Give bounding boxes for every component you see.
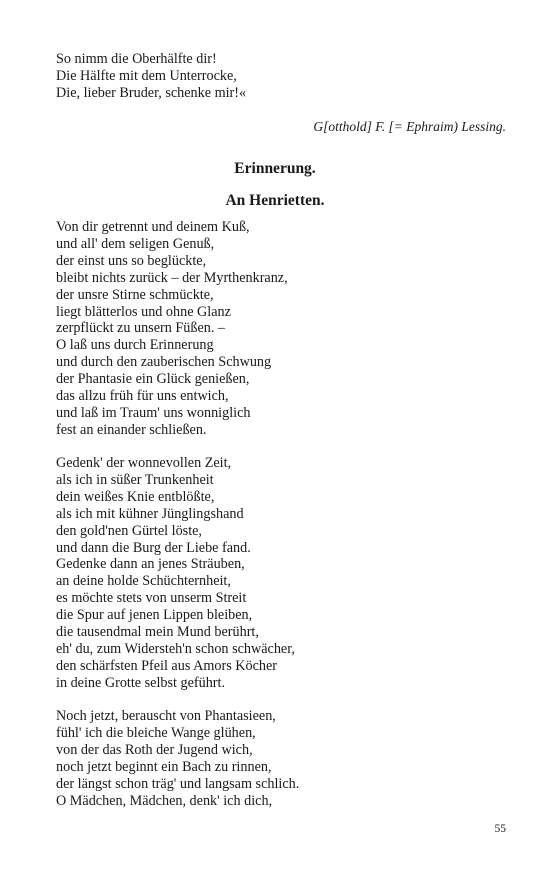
page-number: 55 [494,823,506,835]
verse-line: und all' dem seligen Genuß, [56,235,215,252]
verse-line: der längst schon träg' und langsam schlich. [56,775,300,792]
verse-line: die tausendmal mein Mund berührt, [56,624,259,641]
verse-line: der Phantasie ein Glück genießen, [56,371,250,388]
verse-line: Gedenke dann an jenes Sträuben, [56,556,245,573]
verse-line: den schärfsten Pfeil aus Amors Köcher [56,657,278,674]
verse-line: zerpflückt zu unsern Füßen. – [56,320,226,337]
verse-line: Noch jetzt, berauscht von Phantasieen, [56,708,276,724]
verse-line: eh' du, zum Widersteh'n schon schwächer, [56,640,295,657]
verse-line: fest an einander schließen. [56,421,207,438]
verse-line: O laß uns durch Erinnerung [56,337,214,354]
verse-line: So nimm die Oberhälfte dir! [56,51,217,67]
poem-subtitle: An Henrietten. [225,192,325,209]
verse-line: liegt blätterlos und ohne Glanz [56,303,231,320]
verse-line: Die Hälfte mit dem Unterrocke, [56,67,237,84]
verse-line: und dann die Burg der Liebe fand. [56,539,251,556]
verse-line: das allzu früh für uns entwich, [56,388,229,405]
verse-line: an deine holde Schüchternheit, [56,573,231,590]
verse-line: den gold'nen Gürtel löste, [56,522,202,539]
verse-line: der unsre Stirne schmückte, [56,286,214,303]
verse-line: dein weißes Knie entblößte, [56,488,215,505]
verse-line: und laß im Traum' uns wonniglich [56,404,251,421]
verse-line: Die, lieber Bruder, schenke mir!« [56,84,247,101]
poem-title: Erinnerung. [234,160,316,177]
verse-line: O Mädchen, Mädchen, denk' ich dich, [56,792,273,809]
author-attribution: G[otthold] F. [= Ephraim) Lessing. [313,119,506,134]
verse-line: bleibt nichts zurück – der Myrthenkranz, [56,269,288,286]
verse-line: Gedenk' der wonnevollen Zeit, [56,455,232,471]
verse-line: als ich in süßer Trunkenheit [56,471,214,488]
poem-stanza-3 [56,708,516,809]
verse-line: und durch den zauberischen Schwung [56,354,272,371]
verse-line: fühl' ich die bleiche Wange glühen, [56,724,256,741]
verse-line: in deine Grotte selbst geführt. [56,674,226,691]
verse-line: von der das Roth der Jugend wich, [56,741,253,758]
verse-line: Von dir getrennt und deinem Kuß, [56,219,250,235]
poem-stanza-1 [56,219,516,439]
closing-stanza-previous-poem [56,51,516,102]
verse-line: der einst uns so beglückte, [56,252,207,269]
verse-line: noch jetzt beginnt ein Bach zu rinnen, [56,758,272,775]
poem-stanza-2 [56,455,516,692]
verse-line: es möchte stets von unserm Streit [56,590,247,607]
verse-line: die Spur auf jenen Lippen bleiben, [56,607,253,624]
verse-line: als ich mit kühner Jünglingshand [56,505,244,522]
